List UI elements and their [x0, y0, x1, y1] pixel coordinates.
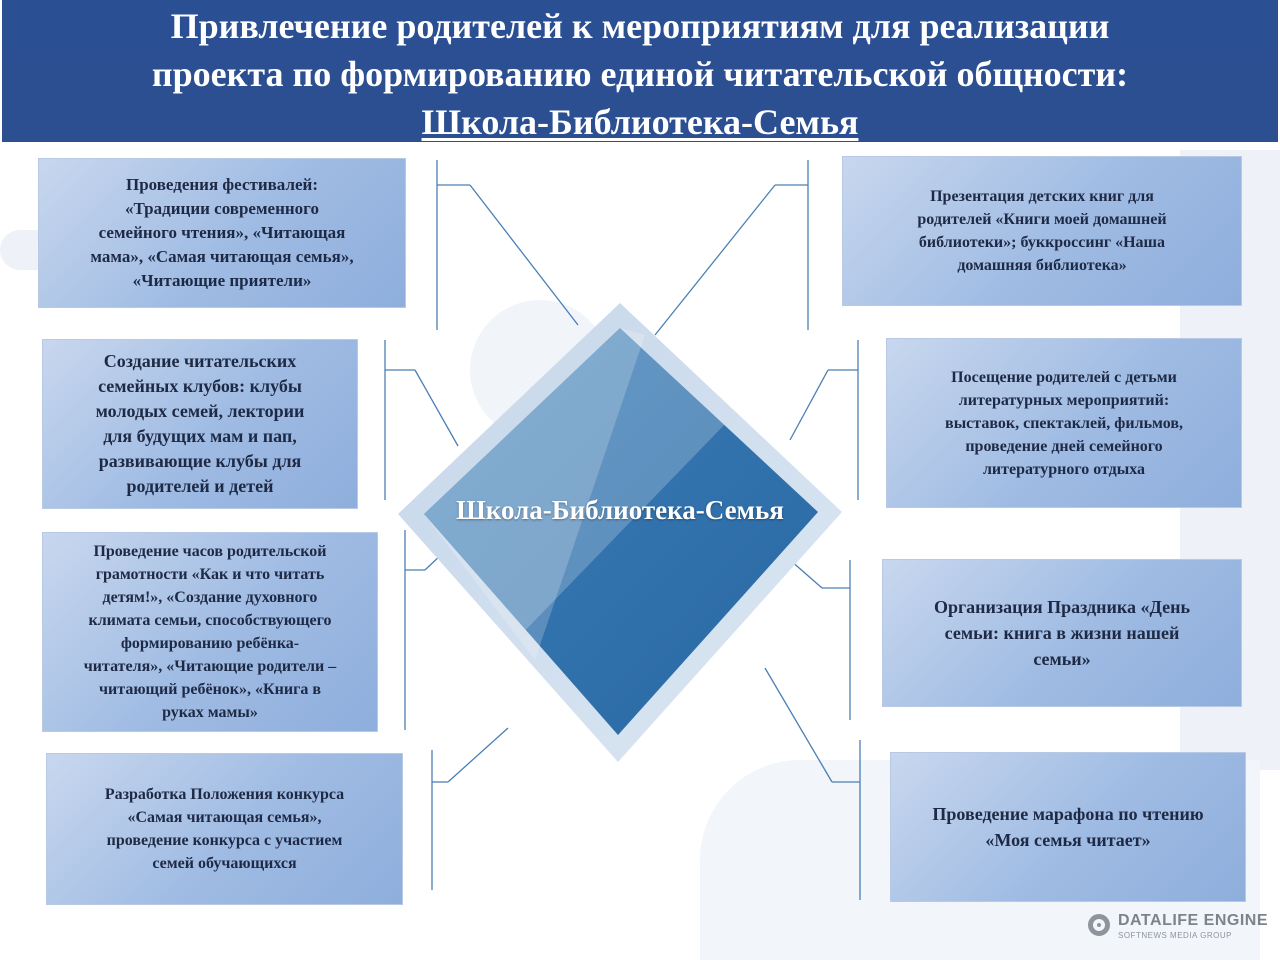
header-title-line-2: проекта по формированию единой читательской общности: — [151, 54, 1129, 94]
left-box-4: Разработка Положения конкурса «Самая читающая семья», проведение конкурса с участием семей обучающихся — [46, 753, 403, 905]
logo-icon — [1088, 914, 1110, 936]
connector-line — [655, 185, 775, 335]
left-box-2: Создание читательских семейных клубов: клубы молодых семей, лектории для будущих мам и пап, развивающие клубы для родителей и детей — [42, 339, 358, 509]
right-box-3: Организация Праздника «День семьи: книга в жизни нашей семьи» — [882, 559, 1242, 707]
center-label: Школа-Библиотека-Семья — [456, 494, 784, 525]
logo-name: DATALIFE ENGINE — [1118, 912, 1269, 929]
connector-line — [448, 728, 508, 782]
connector-line — [765, 668, 832, 782]
left-box-1: Проведения фестивалей: «Традиции современного семейного чтения», «Читающая мама», «Самая читающая семья», «Читающие приятели» — [38, 158, 406, 308]
header-title-line-3: Школа-Библиотека-Семья — [421, 102, 859, 142]
connector-line — [415, 370, 458, 446]
header-title-line-1: Привлечение родителей к мероприятиям для реализации — [170, 6, 1110, 46]
right-box-1: Презентация детских книг для родителей «Книги моей домашней библиотеки»; буккроссинг «Наша домашняя библиотека» — [842, 156, 1242, 306]
connector-line — [470, 185, 578, 325]
logo-subtitle: SOFTNEWS MEDIA GROUP — [1118, 931, 1233, 940]
left-box-3: Проведение часов родительской грамотности «Как и что читать детям!», «Создание духовного климата семьи, способствующего формированию ребёнка- читателя», «Читающие родители – читающий ребёнок», «Книга в руках мамы» — [42, 532, 378, 732]
connector-line — [790, 370, 828, 440]
right-box-2: Посещение родителей с детьми литературных мероприятий: выставок, спектаклей, фильмов, проведение дней семейного литературного отдыха — [886, 338, 1242, 508]
right-box-4: Проведение марафона по чтению «Моя семья читает» — [890, 752, 1246, 902]
datalife-engine-logo — [1088, 912, 1268, 946]
